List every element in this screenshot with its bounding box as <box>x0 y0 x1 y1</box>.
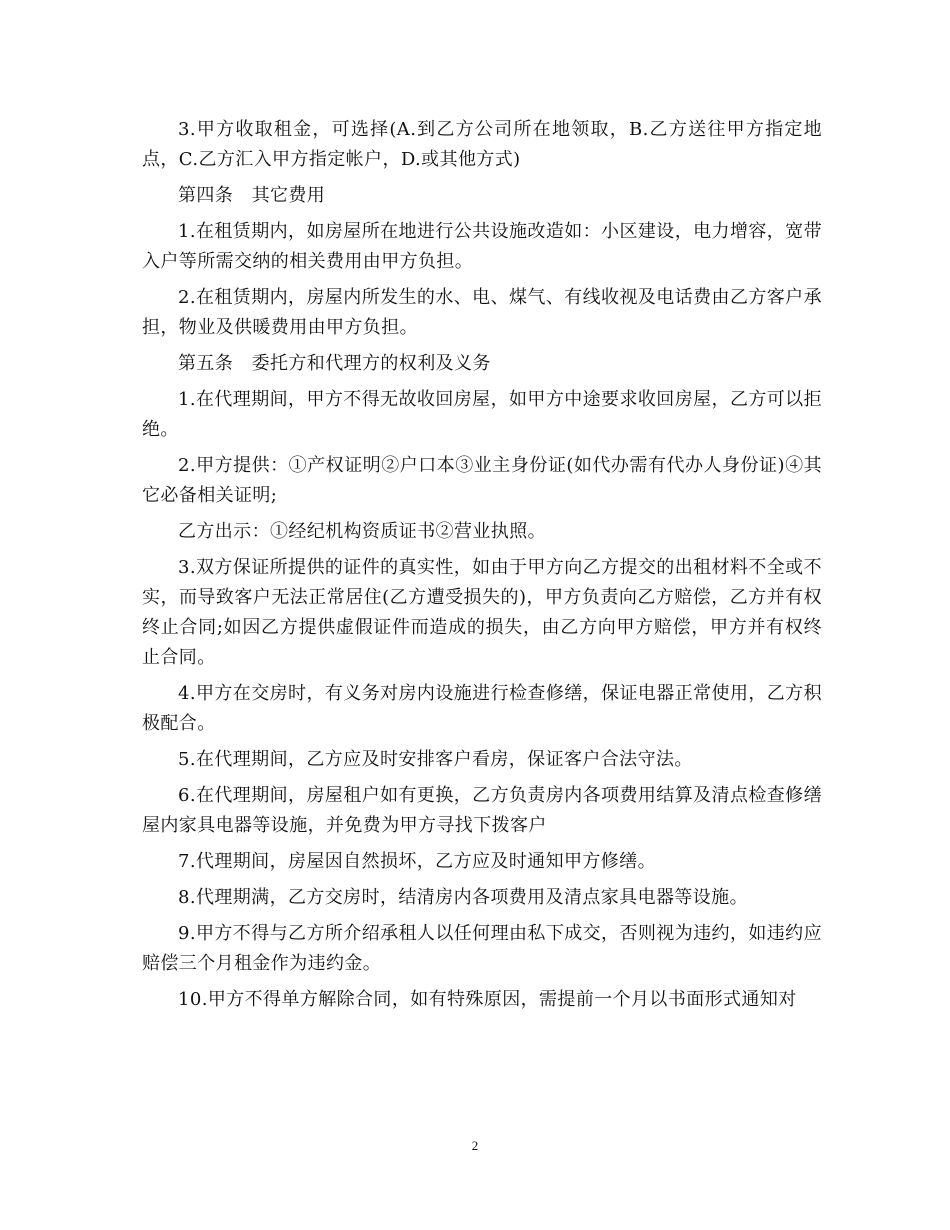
clause-5-8: 8.代理期满，乙方交房时，结清房内各项费用及清点家具电器等设施。 <box>178 887 748 908</box>
clause-5-6: 6.在代理期间，房屋租户如有更换，乙方负责房内各项费用结算及清点检查修缮屋内家具电器等设施，并免费为甲方寻找下拨客户 <box>142 785 822 836</box>
document-body <box>142 115 822 1021</box>
clause-5-9: 9.甲方不得与乙方所介绍承租人以任何理由私下成交，否则视为违约，如违约应赔偿三个月租金作为违约金。 <box>142 923 822 974</box>
clause-5-7: 7.代理期间，房屋因自然损坏，乙方应及时通知甲方修缮。 <box>178 851 656 872</box>
article-5-heading: 第五条 委托方和代理方的权利及义务 <box>178 353 491 374</box>
clause-5-4: 4.甲方在交房时，有义务对房内设施进行检查修缮，保证电器正常使用，乙方积极配合。 <box>142 683 822 734</box>
clause-5-1: 1.在代理期间，甲方不得无故收回房屋，如甲方中途要求收回房屋，乙方可以拒绝。 <box>142 389 822 440</box>
clause-3-payment-method: 3.甲方收取租金，可选择(A.到乙方公司所在地领取，B.乙方送往甲方指定地点，C.乙方汇入甲方指定帐户，D.或其他方式) <box>142 119 822 170</box>
clause-4-2: 2.在租赁期内，房屋内所发生的水、电、煤气、有线收视及电话费由乙方客户承担，物业及供暖费用由甲方负担。 <box>142 287 822 338</box>
article-4-heading: 第四条 其它费用 <box>178 185 326 206</box>
clause-4-1: 1.在租赁期内，如房屋所在地进行公共设施改造如：小区建设，电力增容，宽带入户等所需交纳的相关费用由甲方负担。 <box>142 221 822 272</box>
clause-5-5: 5.在代理期间，乙方应及时安排客户看房，保证客户合法守法。 <box>178 749 693 770</box>
clause-5-3: 3.双方保证所提供的证件的真实性，如由于甲方向乙方提交的出租材料不全或不实，而导致客户无法正常居住(乙方遭受损失的)，甲方负责向乙方赔偿，乙方并有权终止合同;如因乙方提供虚假证件而造成的损失，由乙方向甲方赔偿，甲方并有权终止合同。 <box>142 557 822 668</box>
clause-5-10: 10.甲方不得单方解除合同，如有特殊原因，需提前一个月以书面形式通知对 <box>178 989 797 1010</box>
clause-5-2: 2.甲方提供：①产权证明②户口本③业主身份证(如代办需有代办人身份证)④其它必备相关证明; <box>142 455 822 506</box>
page-number: 2 <box>471 1138 479 1153</box>
clause-5-2-party-b: 乙方出示：①经纪机构资质证书②营业执照。 <box>178 521 546 542</box>
